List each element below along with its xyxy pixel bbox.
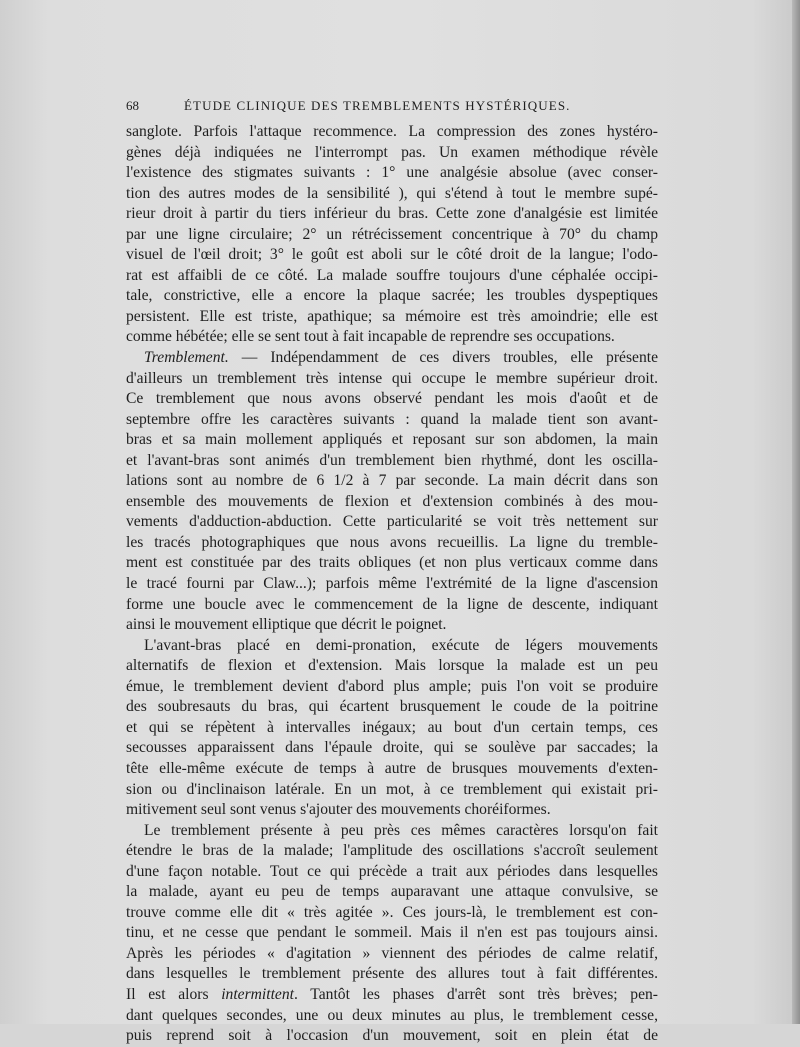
paragraph-4 <box>126 821 658 1047</box>
term-line <box>126 985 658 1006</box>
text-line: L'avant-bras placé en demi-pronation, exécute de légers mouvements <box>144 636 658 654</box>
text-line: rat est affaibli de ce côté. La malade souffre toujours d'une céphalée occipi- <box>126 266 658 284</box>
running-head: ÉTUDE CLINIQUE DES TREMBLEMENTS HYSTÉRIQUES. <box>184 98 571 113</box>
text-line: forme une boucle avec le commencement de la ligne de descente, indiquant <box>126 595 658 613</box>
text-line: par une ligne circulaire; 2° un rétrécissement concentrique à 70° du champ <box>126 225 658 243</box>
text-line: ainsi le mouvement elliptique que décrit le poignet. <box>126 616 447 634</box>
text-line: vements d'adduction-abduction. Cette particularité se voit très nettement sur <box>126 513 658 531</box>
text-line: mitivement seul sont venus s'ajouter des mouvements choréiformes. <box>126 801 551 819</box>
text-line: et l'avant-bras sont animés d'un tremblement bien rhythmé, dont les oscilla- <box>126 451 658 469</box>
text-line: rieur droit à partir du tiers inférieur du bras. Cette zone d'analgésie est limitée <box>126 205 658 223</box>
text-line: et qui se répètent à intervalles inégaux; au bout d'un certain temps, ces <box>126 718 658 736</box>
text-line: persistent. Elle est triste, apathique; sa mémoire est très amoindrie; elle est <box>126 307 658 325</box>
text-line: sion ou d'inclinaison latérale. En un mot, à ce tremblement qui existait pri- <box>126 780 658 798</box>
text-line: tale, constrictive, elle a encore la plaque sacrée; les troubles dyspeptiques <box>126 287 658 305</box>
text-line: Ce tremblement que nous avons observé pendant les mois d'août et de <box>126 390 658 408</box>
text-line: dant quelques secondes, une ou deux minutes au plus, le tremblement cesse, <box>126 1006 658 1024</box>
section-lead-text: — Indépendamment de ces divers troubles, elle présente <box>228 349 658 367</box>
text-line: trouve comme elle dit « très agitée ». Ces jours-là, le tremblement est con- <box>126 903 658 921</box>
text-line: la malade, ayant eu peu de temps auparavant une attaque convulsive, se <box>126 883 658 901</box>
text-line: ment est constituée par des traits obliques (et non plus verticaux comme dans <box>126 554 658 572</box>
page-header <box>126 98 658 120</box>
text-line: tinu, et ne cesse que pendant le sommeil. Mais il n'en est pas toujours ainsi. <box>126 924 658 942</box>
text-line: lations sont au nombre de 6 1/2 à 7 par seconde. La main décrit dans son <box>126 472 658 490</box>
text-line: Le tremblement présente à peu près ces mêmes caractères lorsqu'on fait <box>144 821 658 839</box>
text-line: dans lesquelles le tremblement présente des allures tout à fait différentes. <box>126 965 658 983</box>
term-line-after: . Tantôt les phases d'arrêt sont très brèves; pen- <box>293 985 658 1003</box>
text-line: sanglote. Parfois l'attaque recommence. La compression des zones hystéro- <box>126 123 658 140</box>
paragraph-1 <box>126 122 658 348</box>
paragraph-3 <box>126 636 658 821</box>
page-number: 68 <box>126 98 139 113</box>
text-line: l'existence des stigmates suivants : 1° une analgésie absolue (avec conser- <box>126 164 658 182</box>
text-line: gènes déjà indiquées ne l'interrompt pas. Un examen méthodique révèle <box>126 143 658 161</box>
text-line: d'ailleurs un tremblement très intense qui occupe le membre supérieur droit. <box>126 369 658 387</box>
book-page <box>126 98 658 1047</box>
text-line: tête elle-même exécute de temps à autre de brusques mouvements d'exten- <box>126 759 658 777</box>
text-line: Après les périodes « d'agitation » viennent des périodes de calme relatif, <box>126 944 658 962</box>
text-line: les tracés photographiques que nous avons recueillis. La ligne du tremble- <box>126 533 658 551</box>
text-line: comme hébétée; elle se sent tout à fait incapable de reprendre ses occupations. <box>126 328 615 346</box>
page-edge-shadow <box>792 0 800 1024</box>
text-line: le tracé fourni par Claw...); parfois même l'extrémité de la ligne d'ascension <box>126 575 658 593</box>
text-line: étendre le bras de la malade; l'amplitude des oscillations s'accroît seulement <box>126 842 658 860</box>
term-line-before: Il est alors <box>126 985 222 1003</box>
section-heading: Tremblement. <box>144 349 229 367</box>
text-line: puis reprend soit à l'occasion d'un mouvement, soit en plein état de <box>126 1027 658 1045</box>
text-line: alternatifs de flexion et d'extension. Mais lorsque la malade est un peu <box>126 657 658 675</box>
section-lead-line <box>126 348 658 369</box>
text-line: des soubresauts du bras, qui écartent brusquement le coude de la poitrine <box>126 698 658 716</box>
italic-term: intermittent <box>221 985 294 1003</box>
text-line: d'une façon notable. Tout ce qui précède a trait aux périodes dans lesquelles <box>126 862 658 880</box>
text-line: septembre offre les caractères suivants : quand la malade tient son avant- <box>126 410 658 428</box>
text-line: émue, le tremblement devient d'abord plus ample; puis l'on voit se produire <box>126 677 658 695</box>
paragraph-2 <box>126 348 658 636</box>
text-line: secousses apparaissent dans l'épaule droite, qui se soulève par saccades; la <box>126 739 658 757</box>
text-line: visuel de l'œil droit; 3° le goût est aboli sur le côté droit de la langue; l'odo- <box>126 246 658 264</box>
text-line: tion des autres modes de la sensibilité ), qui s'étend à tout le membre supé- <box>126 184 658 202</box>
text-line: bras et sa main mollement appliqués et reposant sur son abdomen, la main <box>126 431 658 449</box>
text-line: ensemble des mouvements de flexion et d'extension combinés à des mou- <box>126 492 658 510</box>
